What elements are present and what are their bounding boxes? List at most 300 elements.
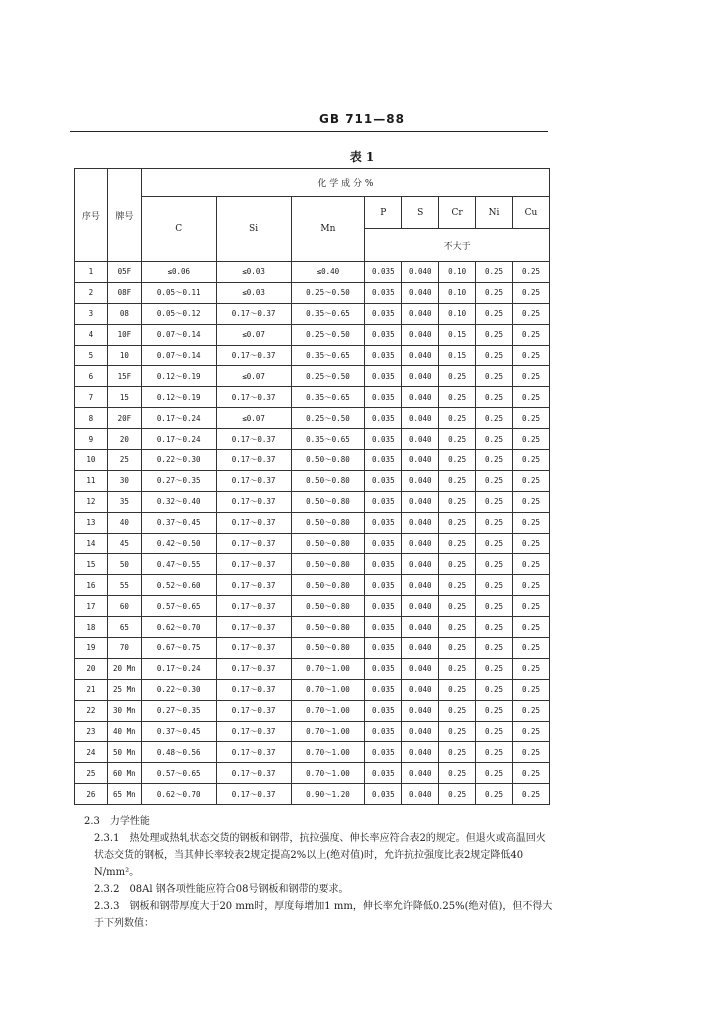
cell-cr: 0.25 bbox=[439, 700, 476, 721]
header-si: Si bbox=[216, 197, 291, 262]
cell-p: 0.035 bbox=[365, 658, 402, 679]
cell-grade: 05F bbox=[107, 262, 141, 283]
cell-cu: 0.25 bbox=[513, 429, 550, 450]
cell-no: 17 bbox=[75, 596, 108, 617]
cell-s: 0.040 bbox=[402, 679, 439, 700]
cell-s: 0.040 bbox=[402, 282, 439, 303]
table-row bbox=[75, 282, 550, 303]
table-row bbox=[75, 679, 550, 700]
cell-cr: 0.25 bbox=[439, 554, 476, 575]
cell-p: 0.035 bbox=[365, 721, 402, 742]
cell-ni: 0.25 bbox=[476, 679, 513, 700]
cell-p: 0.035 bbox=[365, 470, 402, 491]
cell-p: 0.035 bbox=[365, 262, 402, 283]
cell-s: 0.040 bbox=[402, 554, 439, 575]
cell-cr: 0.25 bbox=[439, 533, 476, 554]
cell-p: 0.035 bbox=[365, 617, 402, 638]
cell-c: 0.12～0.19 bbox=[141, 387, 216, 408]
cell-c: 0.67～0.75 bbox=[141, 638, 216, 659]
cell-cr: 0.25 bbox=[439, 575, 476, 596]
cell-c: 0.07～0.14 bbox=[141, 324, 216, 345]
cell-p: 0.035 bbox=[365, 763, 402, 784]
cell-ni: 0.25 bbox=[476, 470, 513, 491]
paragraph-2-3-3: 2.3.3 钢板和钢带厚度大于20 mm时，厚度每增加1 mm，伸长率允许降低0.25%(绝对值)，但不得大于下列数值： bbox=[94, 901, 553, 929]
cell-s: 0.040 bbox=[402, 638, 439, 659]
cell-cu: 0.25 bbox=[513, 721, 550, 742]
header-grade: 牌号 bbox=[107, 169, 141, 262]
cell-cr: 0.25 bbox=[439, 596, 476, 617]
cell-p: 0.035 bbox=[365, 282, 402, 303]
cell-si: 0.17～0.37 bbox=[216, 763, 291, 784]
cell-grade: 15 bbox=[107, 387, 141, 408]
cell-no: 15 bbox=[75, 554, 108, 575]
cell-cr: 0.25 bbox=[439, 408, 476, 429]
cell-cr: 0.25 bbox=[439, 429, 476, 450]
cell-mn: 0.25～0.50 bbox=[291, 366, 365, 387]
cell-p: 0.035 bbox=[365, 303, 402, 324]
cell-c: 0.32～0.40 bbox=[141, 491, 216, 512]
cell-p: 0.035 bbox=[365, 700, 402, 721]
cell-grade: 45 bbox=[107, 533, 141, 554]
cell-ni: 0.25 bbox=[476, 345, 513, 366]
cell-s: 0.040 bbox=[402, 450, 439, 471]
table-row bbox=[75, 700, 550, 721]
cell-s: 0.040 bbox=[402, 303, 439, 324]
cell-mn: 0.70～1.00 bbox=[291, 742, 365, 763]
cell-p: 0.035 bbox=[365, 324, 402, 345]
cell-mn: 0.70～1.00 bbox=[291, 679, 365, 700]
cell-s: 0.040 bbox=[402, 345, 439, 366]
cell-si: 0.17～0.37 bbox=[216, 429, 291, 450]
cell-s: 0.040 bbox=[402, 784, 439, 805]
cell-no: 3 bbox=[75, 303, 108, 324]
cell-mn: 0.35～0.65 bbox=[291, 303, 365, 324]
cell-grade: 55 bbox=[107, 575, 141, 596]
cell-ni: 0.25 bbox=[476, 742, 513, 763]
cell-no: 6 bbox=[75, 366, 108, 387]
cell-cr: 0.25 bbox=[439, 784, 476, 805]
cell-ni: 0.25 bbox=[476, 303, 513, 324]
cell-si: 0.17～0.37 bbox=[216, 784, 291, 805]
cell-p: 0.035 bbox=[365, 512, 402, 533]
cell-cr: 0.25 bbox=[439, 512, 476, 533]
cell-grade: 25 Mn bbox=[107, 679, 141, 700]
cell-grade: 20 Mn bbox=[107, 658, 141, 679]
cell-grade: 10F bbox=[107, 324, 141, 345]
cell-mn: 0.25～0.50 bbox=[291, 324, 365, 345]
cell-p: 0.035 bbox=[365, 533, 402, 554]
cell-cu: 0.25 bbox=[513, 491, 550, 512]
cell-grade: 50 bbox=[107, 554, 141, 575]
table-row bbox=[75, 303, 550, 324]
cell-c: 0.52～0.60 bbox=[141, 575, 216, 596]
table-row bbox=[75, 408, 550, 429]
header-c: C bbox=[141, 197, 216, 262]
cell-no: 12 bbox=[75, 491, 108, 512]
table-body bbox=[75, 262, 550, 805]
cell-grade: 30 Mn bbox=[107, 700, 141, 721]
cell-c: 0.37～0.45 bbox=[141, 721, 216, 742]
cell-ni: 0.25 bbox=[476, 408, 513, 429]
cell-p: 0.035 bbox=[365, 450, 402, 471]
cell-mn: 0.50～0.80 bbox=[291, 491, 365, 512]
cell-grade: 08 bbox=[107, 303, 141, 324]
table-row bbox=[75, 533, 550, 554]
cell-si: 0.17～0.37 bbox=[216, 700, 291, 721]
cell-p: 0.035 bbox=[365, 638, 402, 659]
cell-si: 0.17～0.37 bbox=[216, 512, 291, 533]
cell-si: 0.17～0.37 bbox=[216, 303, 291, 324]
cell-si: 0.17～0.37 bbox=[216, 533, 291, 554]
cell-mn: 0.50～0.80 bbox=[291, 575, 365, 596]
cell-no: 9 bbox=[75, 429, 108, 450]
cell-no: 10 bbox=[75, 450, 108, 471]
cell-c: 0.42～0.50 bbox=[141, 533, 216, 554]
cell-mn: 0.50～0.80 bbox=[291, 450, 365, 471]
table-row bbox=[75, 721, 550, 742]
cell-s: 0.040 bbox=[402, 617, 439, 638]
cell-p: 0.035 bbox=[365, 408, 402, 429]
cell-cu: 0.25 bbox=[513, 408, 550, 429]
cell-cu: 0.25 bbox=[513, 512, 550, 533]
cell-s: 0.040 bbox=[402, 533, 439, 554]
cell-si: 0.17～0.37 bbox=[216, 345, 291, 366]
cell-cu: 0.25 bbox=[513, 366, 550, 387]
header-composition-group: 化 学 成 分 % bbox=[141, 169, 549, 197]
cell-no: 1 bbox=[75, 262, 108, 283]
cell-p: 0.035 bbox=[365, 575, 402, 596]
cell-cr: 0.25 bbox=[439, 679, 476, 700]
cell-ni: 0.25 bbox=[476, 262, 513, 283]
table-row bbox=[75, 470, 550, 491]
cell-ni: 0.25 bbox=[476, 763, 513, 784]
cell-s: 0.040 bbox=[402, 324, 439, 345]
cell-c: 0.05～0.11 bbox=[141, 282, 216, 303]
cell-cu: 0.25 bbox=[513, 262, 550, 283]
header-mn: Mn bbox=[291, 197, 365, 262]
cell-s: 0.040 bbox=[402, 262, 439, 283]
table-row bbox=[75, 617, 550, 638]
cell-ni: 0.25 bbox=[476, 366, 513, 387]
cell-no: 21 bbox=[75, 679, 108, 700]
cell-mn: 0.25～0.50 bbox=[291, 282, 365, 303]
cell-p: 0.035 bbox=[365, 742, 402, 763]
cell-ni: 0.25 bbox=[476, 617, 513, 638]
cell-ni: 0.25 bbox=[476, 658, 513, 679]
cell-ni: 0.25 bbox=[476, 638, 513, 659]
table-row bbox=[75, 429, 550, 450]
cell-cr: 0.25 bbox=[439, 658, 476, 679]
table-row bbox=[75, 784, 550, 805]
cell-ni: 0.25 bbox=[476, 700, 513, 721]
cell-cr: 0.25 bbox=[439, 450, 476, 471]
table-caption: 表 1 bbox=[349, 150, 375, 164]
cell-grade: 30 bbox=[107, 470, 141, 491]
cell-no: 23 bbox=[75, 721, 108, 742]
cell-c: 0.07～0.14 bbox=[141, 345, 216, 366]
cell-ni: 0.25 bbox=[476, 721, 513, 742]
cell-cr: 0.25 bbox=[439, 617, 476, 638]
cell-p: 0.035 bbox=[365, 596, 402, 617]
header-s: S bbox=[402, 197, 439, 229]
cell-si: 0.17～0.37 bbox=[216, 658, 291, 679]
cell-cr: 0.15 bbox=[439, 345, 476, 366]
mechanical-properties-section bbox=[84, 813, 554, 932]
cell-mn: 0.70～1.00 bbox=[291, 721, 365, 742]
table-row bbox=[75, 324, 550, 345]
cell-si: 0.17～0.37 bbox=[216, 491, 291, 512]
cell-no: 16 bbox=[75, 575, 108, 596]
cell-grade: 60 Mn bbox=[107, 763, 141, 784]
cell-cr: 0.25 bbox=[439, 491, 476, 512]
cell-cu: 0.25 bbox=[513, 784, 550, 805]
cell-grade: 40 Mn bbox=[107, 721, 141, 742]
cell-c: 0.22～0.30 bbox=[141, 679, 216, 700]
cell-grade: 10 bbox=[107, 345, 141, 366]
cell-grade: 25 bbox=[107, 450, 141, 471]
cell-p: 0.035 bbox=[365, 429, 402, 450]
cell-s: 0.040 bbox=[402, 700, 439, 721]
cell-cu: 0.25 bbox=[513, 450, 550, 471]
cell-grade: 35 bbox=[107, 491, 141, 512]
cell-cr: 0.25 bbox=[439, 721, 476, 742]
cell-grade: 50 Mn bbox=[107, 742, 141, 763]
cell-mn: 0.70～1.00 bbox=[291, 658, 365, 679]
cell-mn: 0.25～0.50 bbox=[291, 408, 365, 429]
cell-ni: 0.25 bbox=[476, 491, 513, 512]
cell-p: 0.035 bbox=[365, 491, 402, 512]
cell-c: 0.57～0.65 bbox=[141, 596, 216, 617]
cell-cu: 0.25 bbox=[513, 617, 550, 638]
cell-mn: ≤0.40 bbox=[291, 262, 365, 283]
header-seq: 序号 bbox=[75, 169, 108, 262]
cell-no: 19 bbox=[75, 638, 108, 659]
cell-grade: 15F bbox=[107, 366, 141, 387]
cell-no: 11 bbox=[75, 470, 108, 491]
table-row bbox=[75, 491, 550, 512]
cell-no: 13 bbox=[75, 512, 108, 533]
cell-si: ≤0.03 bbox=[216, 262, 291, 283]
cell-c: 0.37～0.45 bbox=[141, 512, 216, 533]
cell-si: 0.17～0.37 bbox=[216, 450, 291, 471]
cell-s: 0.040 bbox=[402, 512, 439, 533]
cell-grade: 08F bbox=[107, 282, 141, 303]
cell-si: 0.17～0.37 bbox=[216, 554, 291, 575]
cell-p: 0.035 bbox=[365, 366, 402, 387]
cell-ni: 0.25 bbox=[476, 554, 513, 575]
cell-no: 20 bbox=[75, 658, 108, 679]
cell-c: 0.12～0.19 bbox=[141, 366, 216, 387]
cell-no: 8 bbox=[75, 408, 108, 429]
standard-number: GB 711—88 bbox=[319, 112, 405, 126]
paragraph-2-3-2: 2.3.2 08Al 钢各项性能应符合08号钢板和钢带的要求。 bbox=[94, 884, 349, 895]
cell-mn: 0.50～0.80 bbox=[291, 470, 365, 491]
cell-si: 0.17～0.37 bbox=[216, 387, 291, 408]
cell-no: 2 bbox=[75, 282, 108, 303]
cell-ni: 0.25 bbox=[476, 533, 513, 554]
cell-cu: 0.25 bbox=[513, 658, 550, 679]
cell-si: ≤0.07 bbox=[216, 408, 291, 429]
cell-mn: 0.50～0.80 bbox=[291, 596, 365, 617]
cell-p: 0.035 bbox=[365, 554, 402, 575]
cell-si: 0.17～0.37 bbox=[216, 721, 291, 742]
header-cr: Cr bbox=[439, 197, 476, 229]
header-not-greater: 不大于 bbox=[365, 229, 550, 262]
cell-mn: 0.50～0.80 bbox=[291, 638, 365, 659]
table-row bbox=[75, 554, 550, 575]
table-row bbox=[75, 596, 550, 617]
section-heading-233: 2.3 力学性能 bbox=[84, 816, 150, 827]
cell-p: 0.035 bbox=[365, 345, 402, 366]
cell-p: 0.035 bbox=[365, 387, 402, 408]
cell-s: 0.040 bbox=[402, 596, 439, 617]
cell-cu: 0.25 bbox=[513, 638, 550, 659]
cell-no: 14 bbox=[75, 533, 108, 554]
cell-ni: 0.25 bbox=[476, 575, 513, 596]
cell-cu: 0.25 bbox=[513, 763, 550, 784]
cell-s: 0.040 bbox=[402, 366, 439, 387]
paragraph-2-3-1: 2.3.1 热处理或热轧状态交货的钢板和钢带，抗拉强度、伸长率应符合表2的规定。但退火或高温回火状态交货的钢板，当其伸长率较表2规定提高2%以上(绝对值)时，允许抗拉强度比表2规定降低40 N/mm²。 bbox=[94, 833, 546, 878]
cell-s: 0.040 bbox=[402, 429, 439, 450]
cell-s: 0.040 bbox=[402, 387, 439, 408]
cell-si: 0.17～0.37 bbox=[216, 575, 291, 596]
cell-cu: 0.25 bbox=[513, 470, 550, 491]
cell-si: ≤0.07 bbox=[216, 324, 291, 345]
cell-mn: 0.50～0.80 bbox=[291, 617, 365, 638]
table-row bbox=[75, 742, 550, 763]
table-row bbox=[75, 345, 550, 366]
table-row bbox=[75, 638, 550, 659]
cell-cu: 0.25 bbox=[513, 282, 550, 303]
cell-s: 0.040 bbox=[402, 408, 439, 429]
cell-cr: 0.10 bbox=[439, 262, 476, 283]
cell-grade: 70 bbox=[107, 638, 141, 659]
cell-si: 0.17～0.37 bbox=[216, 679, 291, 700]
cell-cu: 0.25 bbox=[513, 742, 550, 763]
cell-ni: 0.25 bbox=[476, 512, 513, 533]
cell-mn: 0.50～0.80 bbox=[291, 533, 365, 554]
cell-mn: 0.35～0.65 bbox=[291, 429, 365, 450]
cell-cu: 0.25 bbox=[513, 575, 550, 596]
table-row bbox=[75, 512, 550, 533]
table-row bbox=[75, 575, 550, 596]
cell-s: 0.040 bbox=[402, 763, 439, 784]
cell-cu: 0.25 bbox=[513, 533, 550, 554]
cell-c: 0.47～0.55 bbox=[141, 554, 216, 575]
cell-ni: 0.25 bbox=[476, 387, 513, 408]
cell-si: ≤0.07 bbox=[216, 366, 291, 387]
cell-grade: 60 bbox=[107, 596, 141, 617]
cell-cr: 0.25 bbox=[439, 638, 476, 659]
cell-cr: 0.15 bbox=[439, 324, 476, 345]
cell-grade: 20F bbox=[107, 408, 141, 429]
cell-cu: 0.25 bbox=[513, 596, 550, 617]
cell-ni: 0.25 bbox=[476, 429, 513, 450]
cell-ni: 0.25 bbox=[476, 450, 513, 471]
cell-mn: 0.70～1.00 bbox=[291, 700, 365, 721]
cell-ni: 0.25 bbox=[476, 784, 513, 805]
cell-ni: 0.25 bbox=[476, 596, 513, 617]
cell-cu: 0.25 bbox=[513, 387, 550, 408]
cell-s: 0.040 bbox=[402, 470, 439, 491]
cell-s: 0.040 bbox=[402, 742, 439, 763]
cell-cu: 0.25 bbox=[513, 303, 550, 324]
cell-si: 0.17～0.37 bbox=[216, 742, 291, 763]
cell-grade: 20 bbox=[107, 429, 141, 450]
header-rule bbox=[70, 131, 548, 132]
cell-c: 0.27～0.35 bbox=[141, 700, 216, 721]
cell-c: 0.22～0.30 bbox=[141, 450, 216, 471]
cell-cr: 0.25 bbox=[439, 470, 476, 491]
cell-p: 0.035 bbox=[365, 679, 402, 700]
cell-no: 7 bbox=[75, 387, 108, 408]
cell-c: 0.48～0.56 bbox=[141, 742, 216, 763]
cell-si: 0.17～0.37 bbox=[216, 470, 291, 491]
cell-mn: 0.35～0.65 bbox=[291, 345, 365, 366]
cell-c: 0.05～0.12 bbox=[141, 303, 216, 324]
cell-no: 26 bbox=[75, 784, 108, 805]
cell-s: 0.040 bbox=[402, 721, 439, 742]
cell-si: ≤0.03 bbox=[216, 282, 291, 303]
header-ni: Ni bbox=[476, 197, 513, 229]
cell-c: 0.17～0.24 bbox=[141, 408, 216, 429]
cell-s: 0.040 bbox=[402, 491, 439, 512]
cell-si: 0.17～0.37 bbox=[216, 638, 291, 659]
cell-c: 0.17～0.24 bbox=[141, 658, 216, 679]
cell-no: 18 bbox=[75, 617, 108, 638]
cell-c: 0.62～0.70 bbox=[141, 784, 216, 805]
cell-grade: 65 Mn bbox=[107, 784, 141, 805]
table-row bbox=[75, 387, 550, 408]
cell-cr: 0.10 bbox=[439, 303, 476, 324]
cell-mn: 0.35～0.65 bbox=[291, 387, 365, 408]
cell-grade: 40 bbox=[107, 512, 141, 533]
table-row bbox=[75, 262, 550, 283]
cell-c: 0.57～0.65 bbox=[141, 763, 216, 784]
table-row bbox=[75, 450, 550, 471]
cell-no: 5 bbox=[75, 345, 108, 366]
cell-mn: 0.90～1.20 bbox=[291, 784, 365, 805]
cell-cu: 0.25 bbox=[513, 345, 550, 366]
cell-ni: 0.25 bbox=[476, 324, 513, 345]
cell-cr: 0.25 bbox=[439, 366, 476, 387]
table-row bbox=[75, 658, 550, 679]
cell-c: 0.62～0.70 bbox=[141, 617, 216, 638]
cell-no: 25 bbox=[75, 763, 108, 784]
cell-mn: 0.50～0.80 bbox=[291, 554, 365, 575]
cell-si: 0.17～0.37 bbox=[216, 596, 291, 617]
cell-no: 24 bbox=[75, 742, 108, 763]
cell-cu: 0.25 bbox=[513, 700, 550, 721]
cell-cu: 0.25 bbox=[513, 679, 550, 700]
cell-c: ≤0.06 bbox=[141, 262, 216, 283]
cell-no: 4 bbox=[75, 324, 108, 345]
chemical-composition-table bbox=[74, 168, 550, 805]
header-p: P bbox=[365, 197, 402, 229]
cell-cu: 0.25 bbox=[513, 554, 550, 575]
cell-p: 0.035 bbox=[365, 784, 402, 805]
cell-c: 0.17～0.24 bbox=[141, 429, 216, 450]
cell-cu: 0.25 bbox=[513, 324, 550, 345]
cell-no: 22 bbox=[75, 700, 108, 721]
cell-s: 0.040 bbox=[402, 658, 439, 679]
table-row bbox=[75, 366, 550, 387]
cell-c: 0.27～0.35 bbox=[141, 470, 216, 491]
table-row bbox=[75, 763, 550, 784]
cell-si: 0.17～0.37 bbox=[216, 617, 291, 638]
cell-mn: 0.70～1.00 bbox=[291, 763, 365, 784]
cell-cr: 0.10 bbox=[439, 282, 476, 303]
